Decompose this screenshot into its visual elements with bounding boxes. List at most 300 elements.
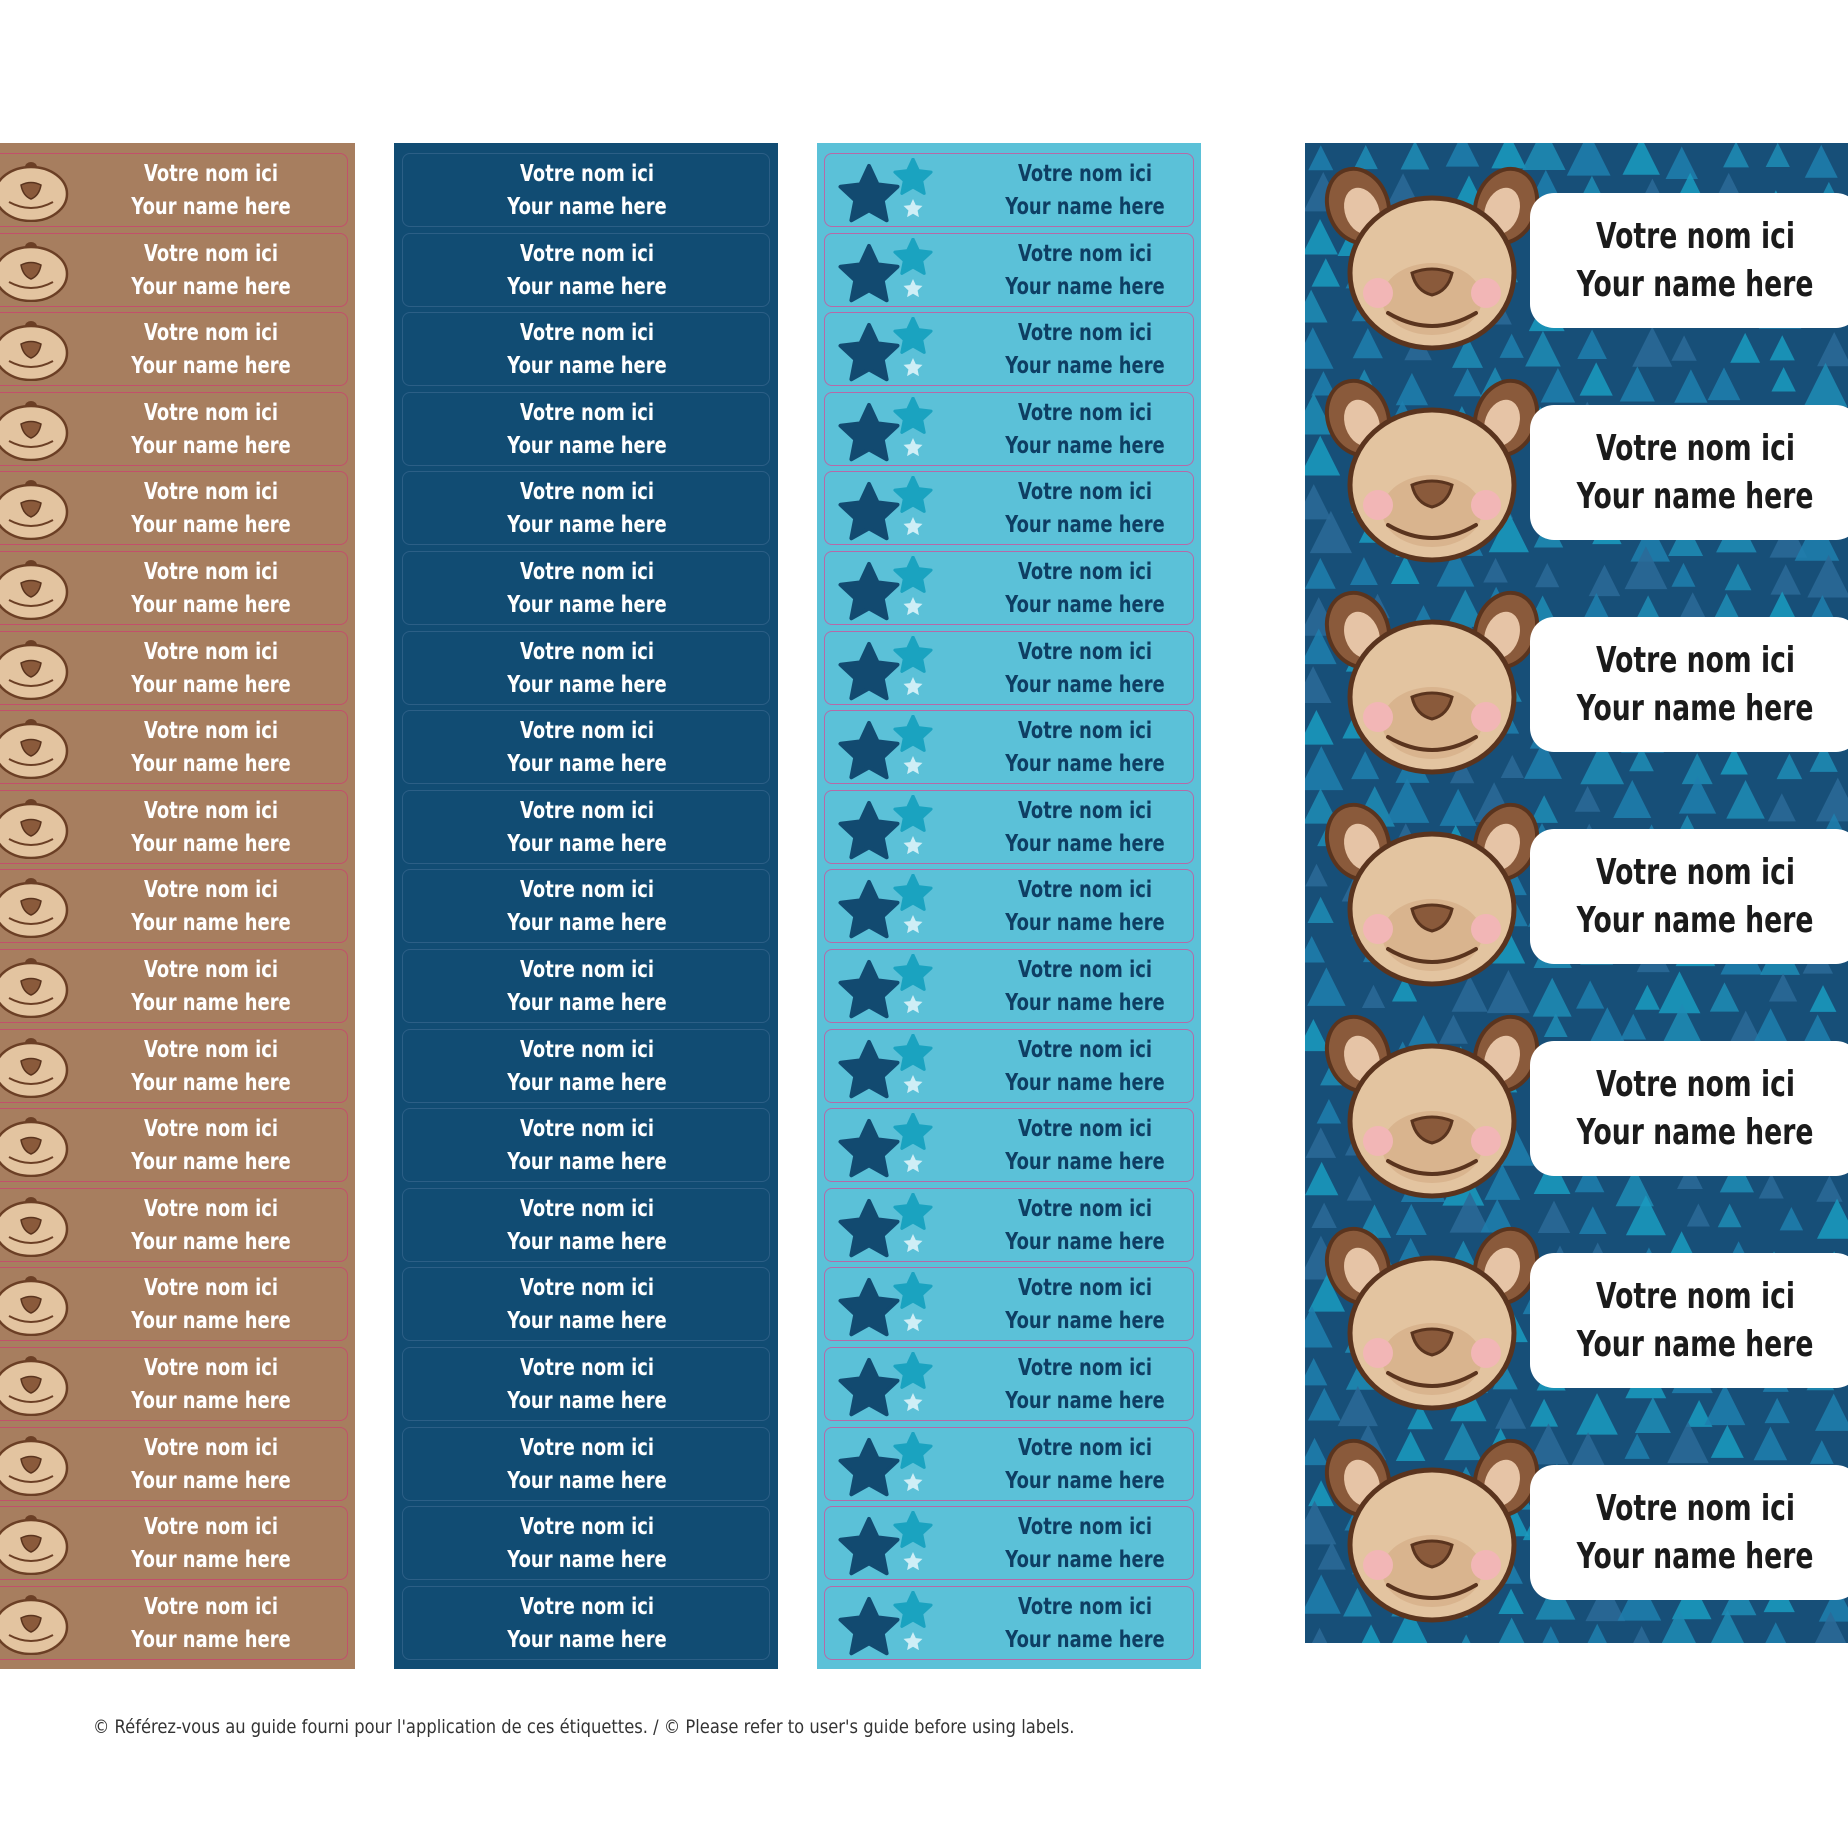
name-label	[402, 471, 770, 545]
label-line-french: Votre nom ici	[1017, 638, 1153, 665]
name-box	[1530, 1253, 1848, 1388]
label-line-french: Votre nom ici	[1017, 1195, 1153, 1222]
label-line-french: Votre nom ici	[143, 320, 279, 347]
label-text	[94, 1034, 328, 1100]
label-line-english: Your name here	[507, 1388, 667, 1414]
label-line-french: Votre nom ici	[1595, 639, 1795, 681]
label-text	[443, 874, 730, 940]
label-line-french: Votre nom ici	[1017, 161, 1153, 187]
label-text	[94, 1193, 328, 1259]
name-label	[0, 153, 348, 227]
name-label	[402, 1108, 770, 1182]
bear-face-icon	[0, 317, 81, 381]
label-text	[443, 1591, 730, 1657]
label-line-french: Votre nom ici	[143, 1275, 279, 1302]
label-text	[443, 636, 730, 702]
label-line-english: Your name here	[1005, 1308, 1165, 1335]
bear-head-icon	[1320, 1009, 1545, 1204]
label-text	[94, 954, 328, 1020]
label-line-french: Votre nom ici	[1017, 1355, 1153, 1381]
name-label	[824, 1347, 1194, 1421]
label-line-french: Votre nom ici	[519, 877, 655, 904]
label-line-french: Votre nom ici	[519, 240, 655, 267]
label-line-english: Your name here	[131, 1547, 291, 1574]
label-text	[94, 1511, 328, 1577]
pattern-triangle	[1455, 1634, 1478, 1643]
name-label	[0, 1427, 348, 1501]
label-line-french: Votre nom ici	[1017, 399, 1153, 426]
label-line-french: Votre nom ici	[143, 479, 279, 506]
label-line-english: Your name here	[507, 990, 667, 1016]
label-line-english: Your name here	[1005, 1626, 1165, 1653]
label-line-english: Your name here	[507, 512, 667, 539]
name-label	[824, 631, 1194, 705]
pattern-triangle	[1307, 1628, 1332, 1643]
name-box	[1530, 1465, 1848, 1600]
label-line-french: Votre nom ici	[1017, 479, 1153, 506]
bear-head-icon	[1320, 1221, 1545, 1416]
label-text	[94, 397, 328, 463]
label-line-english: Your name here	[507, 194, 667, 220]
name-label	[402, 1029, 770, 1103]
label-line-english: Your name here	[1005, 910, 1165, 937]
label-text	[443, 1272, 730, 1338]
label-line-french: Votre nom ici	[519, 1593, 655, 1620]
label-line-french: Votre nom ici	[143, 1195, 279, 1222]
label-text	[443, 715, 730, 781]
name-label	[824, 471, 1194, 545]
bear-face-icon	[0, 397, 81, 461]
bear-head-icon	[1320, 1433, 1545, 1628]
label-line-english: Your name here	[507, 273, 667, 300]
label-line-english: Your name here	[1576, 263, 1814, 305]
name-label	[0, 790, 348, 864]
label-line-english: Your name here	[507, 910, 667, 937]
label-line-french: Votre nom ici	[143, 1514, 279, 1541]
tan-bear-label-strip	[0, 143, 355, 1669]
label-line-french: Votre nom ici	[143, 1434, 279, 1461]
stars-icon	[833, 317, 943, 383]
label-line-english: Your name here	[1576, 1323, 1814, 1365]
label-line-french: Votre nom ici	[1595, 427, 1795, 469]
label-line-french: Votre nom ici	[519, 161, 655, 187]
name-box	[1530, 193, 1848, 328]
bear-face-icon	[0, 1511, 81, 1575]
label-text	[94, 795, 328, 861]
label-line-french: Votre nom ici	[519, 1116, 655, 1143]
bear-face-icon	[0, 1193, 81, 1257]
label-line-french: Votre nom ici	[519, 797, 655, 824]
name-label	[0, 869, 348, 943]
label-line-french: Votre nom ici	[1017, 320, 1153, 347]
name-label	[0, 949, 348, 1023]
name-label	[402, 153, 770, 227]
label-text	[968, 1591, 1201, 1657]
name-label	[402, 1506, 770, 1580]
large-name-label	[1305, 567, 1848, 779]
label-line-french: Votre nom ici	[519, 1355, 655, 1381]
bear-face-icon	[0, 954, 81, 1018]
label-line-french: Votre nom ici	[1017, 559, 1153, 585]
label-text	[94, 636, 328, 702]
bear-face-icon	[0, 1113, 81, 1177]
label-line-english: Your name here	[507, 671, 667, 698]
label-line-english: Your name here	[1576, 475, 1814, 517]
label-text	[94, 158, 328, 224]
label-text	[443, 1511, 730, 1577]
label-text	[94, 874, 328, 940]
label-text	[443, 238, 730, 304]
label-line-french: Votre nom ici	[1017, 1514, 1153, 1541]
label-line-french: Votre nom ici	[519, 1275, 655, 1302]
label-line-english: Your name here	[507, 1467, 667, 1494]
name-label	[0, 631, 348, 705]
label-line-english: Your name here	[1005, 1069, 1165, 1096]
label-line-english: Your name here	[1005, 1547, 1165, 1574]
name-label	[402, 233, 770, 307]
bear-head-icon	[1320, 797, 1545, 992]
label-line-french: Votre nom ici	[519, 320, 655, 347]
pattern-triangle	[1534, 1626, 1568, 1643]
label-text	[94, 715, 328, 781]
label-line-english: Your name here	[507, 592, 667, 618]
name-label	[824, 1188, 1194, 1262]
name-label	[402, 1267, 770, 1341]
name-label	[0, 1267, 348, 1341]
name-label	[402, 1586, 770, 1660]
name-label	[824, 710, 1194, 784]
label-line-english: Your name here	[507, 1308, 667, 1335]
name-label	[824, 312, 1194, 386]
label-line-english: Your name here	[1005, 592, 1165, 618]
label-line-english: Your name here	[1005, 751, 1165, 778]
label-line-english: Your name here	[131, 1308, 291, 1335]
label-line-english: Your name here	[1005, 194, 1165, 220]
name-box	[1530, 829, 1848, 964]
large-bear-label-strip	[1305, 143, 1848, 1643]
label-line-english: Your name here	[131, 1388, 291, 1414]
bear-head-icon	[1320, 161, 1545, 356]
name-label	[0, 710, 348, 784]
label-line-french: Votre nom ici	[1017, 877, 1153, 904]
large-name-label	[1305, 1415, 1848, 1627]
label-line-french: Votre nom ici	[519, 718, 655, 745]
bear-face-icon	[0, 1591, 81, 1655]
bear-face-icon	[0, 715, 81, 779]
label-line-french: Votre nom ici	[143, 1355, 279, 1381]
label-text	[94, 317, 328, 383]
label-text	[443, 556, 730, 622]
bear-face-icon	[0, 636, 81, 700]
label-line-french: Votre nom ici	[519, 1195, 655, 1222]
name-label	[402, 551, 770, 625]
label-line-english: Your name here	[507, 1228, 667, 1255]
name-label	[824, 1427, 1194, 1501]
bear-face-icon	[0, 238, 81, 302]
bear-face-icon	[0, 874, 81, 938]
label-line-french: Votre nom ici	[1017, 1593, 1153, 1620]
label-line-english: Your name here	[507, 432, 667, 459]
label-text	[968, 1352, 1201, 1418]
stars-icon	[833, 795, 943, 861]
stars-icon	[833, 1432, 943, 1498]
label-line-english: Your name here	[131, 671, 291, 698]
label-line-french: Votre nom ici	[1595, 1487, 1795, 1529]
label-text	[968, 795, 1201, 861]
label-text	[94, 1272, 328, 1338]
label-line-french: Votre nom ici	[519, 638, 655, 665]
label-line-french: Votre nom ici	[143, 877, 279, 904]
label-line-french: Votre nom ici	[1017, 1036, 1153, 1063]
name-label	[402, 312, 770, 386]
label-text	[94, 238, 328, 304]
label-line-english: Your name here	[131, 751, 291, 778]
bear-face-icon	[0, 556, 81, 620]
name-box	[1530, 617, 1848, 752]
label-text	[968, 954, 1201, 1020]
label-line-english: Your name here	[1005, 1388, 1165, 1414]
label-text	[968, 317, 1201, 383]
sky-star-label-strip	[817, 143, 1201, 1669]
bear-face-icon	[0, 1352, 81, 1416]
name-label	[0, 471, 348, 545]
name-label	[824, 869, 1194, 943]
label-text	[443, 1113, 730, 1179]
label-line-english: Your name here	[131, 194, 291, 220]
label-line-french: Votre nom ici	[1595, 1063, 1795, 1105]
label-line-english: Your name here	[131, 1069, 291, 1096]
label-text	[968, 238, 1201, 304]
label-line-french: Votre nom ici	[519, 1434, 655, 1461]
label-text	[968, 1034, 1201, 1100]
stars-icon	[833, 636, 943, 702]
navy-label-strip	[394, 143, 778, 1669]
name-label	[0, 233, 348, 307]
name-label	[0, 1506, 348, 1580]
large-name-label	[1305, 779, 1848, 991]
name-label	[402, 710, 770, 784]
stars-icon	[833, 556, 943, 622]
label-line-french: Votre nom ici	[519, 1514, 655, 1541]
stars-icon	[833, 397, 943, 463]
stars-icon	[833, 1511, 943, 1577]
name-label	[824, 153, 1194, 227]
label-line-french: Votre nom ici	[143, 240, 279, 267]
name-label	[402, 392, 770, 466]
label-line-french: Votre nom ici	[1595, 1275, 1795, 1317]
label-text	[443, 476, 730, 542]
label-line-english: Your name here	[131, 512, 291, 539]
label-line-french: Votre nom ici	[519, 559, 655, 585]
name-label	[824, 233, 1194, 307]
name-label	[402, 1347, 770, 1421]
large-name-label	[1305, 143, 1848, 355]
bear-face-icon	[0, 158, 81, 222]
label-line-english: Your name here	[1576, 1111, 1814, 1153]
stars-icon	[833, 158, 943, 224]
label-line-french: Votre nom ici	[143, 559, 279, 585]
stars-icon	[833, 874, 943, 940]
label-text	[94, 1113, 328, 1179]
label-line-english: Your name here	[507, 751, 667, 778]
bear-face-icon	[0, 476, 81, 540]
name-label	[402, 949, 770, 1023]
label-text	[968, 158, 1201, 224]
label-line-french: Votre nom ici	[519, 957, 655, 983]
label-line-english: Your name here	[131, 273, 291, 300]
label-line-english: Your name here	[1005, 353, 1165, 380]
label-line-french: Votre nom ici	[519, 1036, 655, 1063]
label-line-english: Your name here	[1005, 830, 1165, 857]
name-label	[824, 949, 1194, 1023]
stars-icon	[833, 238, 943, 304]
name-label	[0, 312, 348, 386]
bear-head-icon	[1320, 585, 1545, 780]
label-text	[968, 1193, 1201, 1259]
bear-head-icon	[1320, 373, 1545, 568]
stars-icon	[833, 476, 943, 542]
stars-icon	[833, 1591, 943, 1657]
label-line-english: Your name here	[1005, 1149, 1165, 1176]
label-line-english: Your name here	[1576, 899, 1814, 941]
label-text	[443, 1352, 730, 1418]
label-line-french: Votre nom ici	[1017, 1275, 1153, 1302]
name-label	[824, 1029, 1194, 1103]
label-line-english: Your name here	[1005, 432, 1165, 459]
label-line-english: Your name here	[131, 990, 291, 1016]
label-line-english: Your name here	[1005, 273, 1165, 300]
label-line-french: Votre nom ici	[143, 718, 279, 745]
label-line-english: Your name here	[1005, 671, 1165, 698]
name-label	[824, 1267, 1194, 1341]
stars-icon	[833, 1113, 943, 1179]
bear-face-icon	[0, 1034, 81, 1098]
stars-icon	[833, 1193, 943, 1259]
label-text	[968, 397, 1201, 463]
name-label	[824, 1108, 1194, 1182]
label-line-english: Your name here	[1576, 687, 1814, 729]
label-text	[443, 397, 730, 463]
label-line-french: Votre nom ici	[143, 638, 279, 665]
label-text	[443, 1034, 730, 1100]
label-line-english: Your name here	[131, 432, 291, 459]
label-line-english: Your name here	[1005, 1467, 1165, 1494]
label-text	[94, 556, 328, 622]
usage-notice: © Référez-vous au guide fourni pour l'application de ces étiquettes. / © Please refer to user's guide before using labels.	[93, 1716, 1075, 1738]
label-line-french: Votre nom ici	[143, 399, 279, 426]
label-text	[968, 1272, 1201, 1338]
name-label	[402, 631, 770, 705]
name-label	[0, 1586, 348, 1660]
label-line-english: Your name here	[1576, 1535, 1814, 1577]
label-text	[443, 317, 730, 383]
label-text	[968, 636, 1201, 702]
label-text	[443, 158, 730, 224]
label-text	[443, 954, 730, 1020]
label-line-french: Votre nom ici	[143, 1593, 279, 1620]
name-label	[0, 392, 348, 466]
label-text	[94, 1352, 328, 1418]
label-text	[94, 1591, 328, 1657]
label-line-french: Votre nom ici	[1595, 215, 1795, 257]
label-text	[968, 556, 1201, 622]
name-label	[824, 551, 1194, 625]
label-text	[968, 476, 1201, 542]
label-line-french: Votre nom ici	[143, 161, 279, 187]
label-line-english: Your name here	[507, 1547, 667, 1574]
label-line-english: Your name here	[507, 1149, 667, 1176]
name-label	[0, 551, 348, 625]
bear-face-icon	[0, 795, 81, 859]
label-text	[443, 1193, 730, 1259]
label-text	[443, 1432, 730, 1498]
label-text	[968, 1113, 1201, 1179]
name-box	[1530, 1041, 1848, 1176]
label-line-english: Your name here	[507, 353, 667, 380]
label-line-french: Votre nom ici	[1017, 957, 1153, 983]
name-label	[402, 790, 770, 864]
label-line-french: Votre nom ici	[519, 399, 655, 426]
stars-icon	[833, 1352, 943, 1418]
label-line-english: Your name here	[131, 1626, 291, 1653]
name-label	[402, 1188, 770, 1262]
label-line-french: Votre nom ici	[143, 1036, 279, 1063]
name-label	[0, 1029, 348, 1103]
label-line-french: Votre nom ici	[143, 957, 279, 983]
name-label	[0, 1188, 348, 1262]
label-line-english: Your name here	[1005, 1228, 1165, 1255]
label-line-english: Your name here	[507, 1626, 667, 1653]
stars-icon	[833, 1272, 943, 1338]
label-line-french: Votre nom ici	[519, 479, 655, 506]
label-line-french: Votre nom ici	[1017, 718, 1153, 745]
label-text	[94, 476, 328, 542]
label-line-english: Your name here	[131, 1149, 291, 1176]
label-line-english: Your name here	[507, 830, 667, 857]
label-text	[443, 795, 730, 861]
label-text	[968, 1432, 1201, 1498]
name-label	[824, 1506, 1194, 1580]
label-line-french: Votre nom ici	[1017, 1434, 1153, 1461]
label-line-french: Votre nom ici	[1017, 1116, 1153, 1143]
bear-face-icon	[0, 1272, 81, 1336]
label-line-english: Your name here	[131, 1467, 291, 1494]
label-text	[968, 715, 1201, 781]
label-text	[968, 1511, 1201, 1577]
name-label	[824, 392, 1194, 466]
stars-icon	[833, 715, 943, 781]
stars-icon	[833, 1034, 943, 1100]
name-label	[824, 1586, 1194, 1660]
label-line-english: Your name here	[131, 353, 291, 380]
large-name-label	[1305, 991, 1848, 1203]
label-line-english: Your name here	[1005, 990, 1165, 1016]
label-text	[968, 874, 1201, 940]
label-line-french: Votre nom ici	[1017, 797, 1153, 824]
label-line-english: Your name here	[1005, 512, 1165, 539]
label-line-english: Your name here	[131, 830, 291, 857]
label-line-french: Votre nom ici	[143, 797, 279, 824]
name-label	[402, 1427, 770, 1501]
label-text	[94, 1432, 328, 1498]
pattern-triangle	[1629, 1626, 1655, 1643]
name-label	[0, 1347, 348, 1421]
large-name-label	[1305, 355, 1848, 567]
label-line-french: Votre nom ici	[1595, 851, 1795, 893]
label-line-french: Votre nom ici	[143, 1116, 279, 1143]
bear-face-icon	[0, 1432, 81, 1496]
name-label	[824, 790, 1194, 864]
